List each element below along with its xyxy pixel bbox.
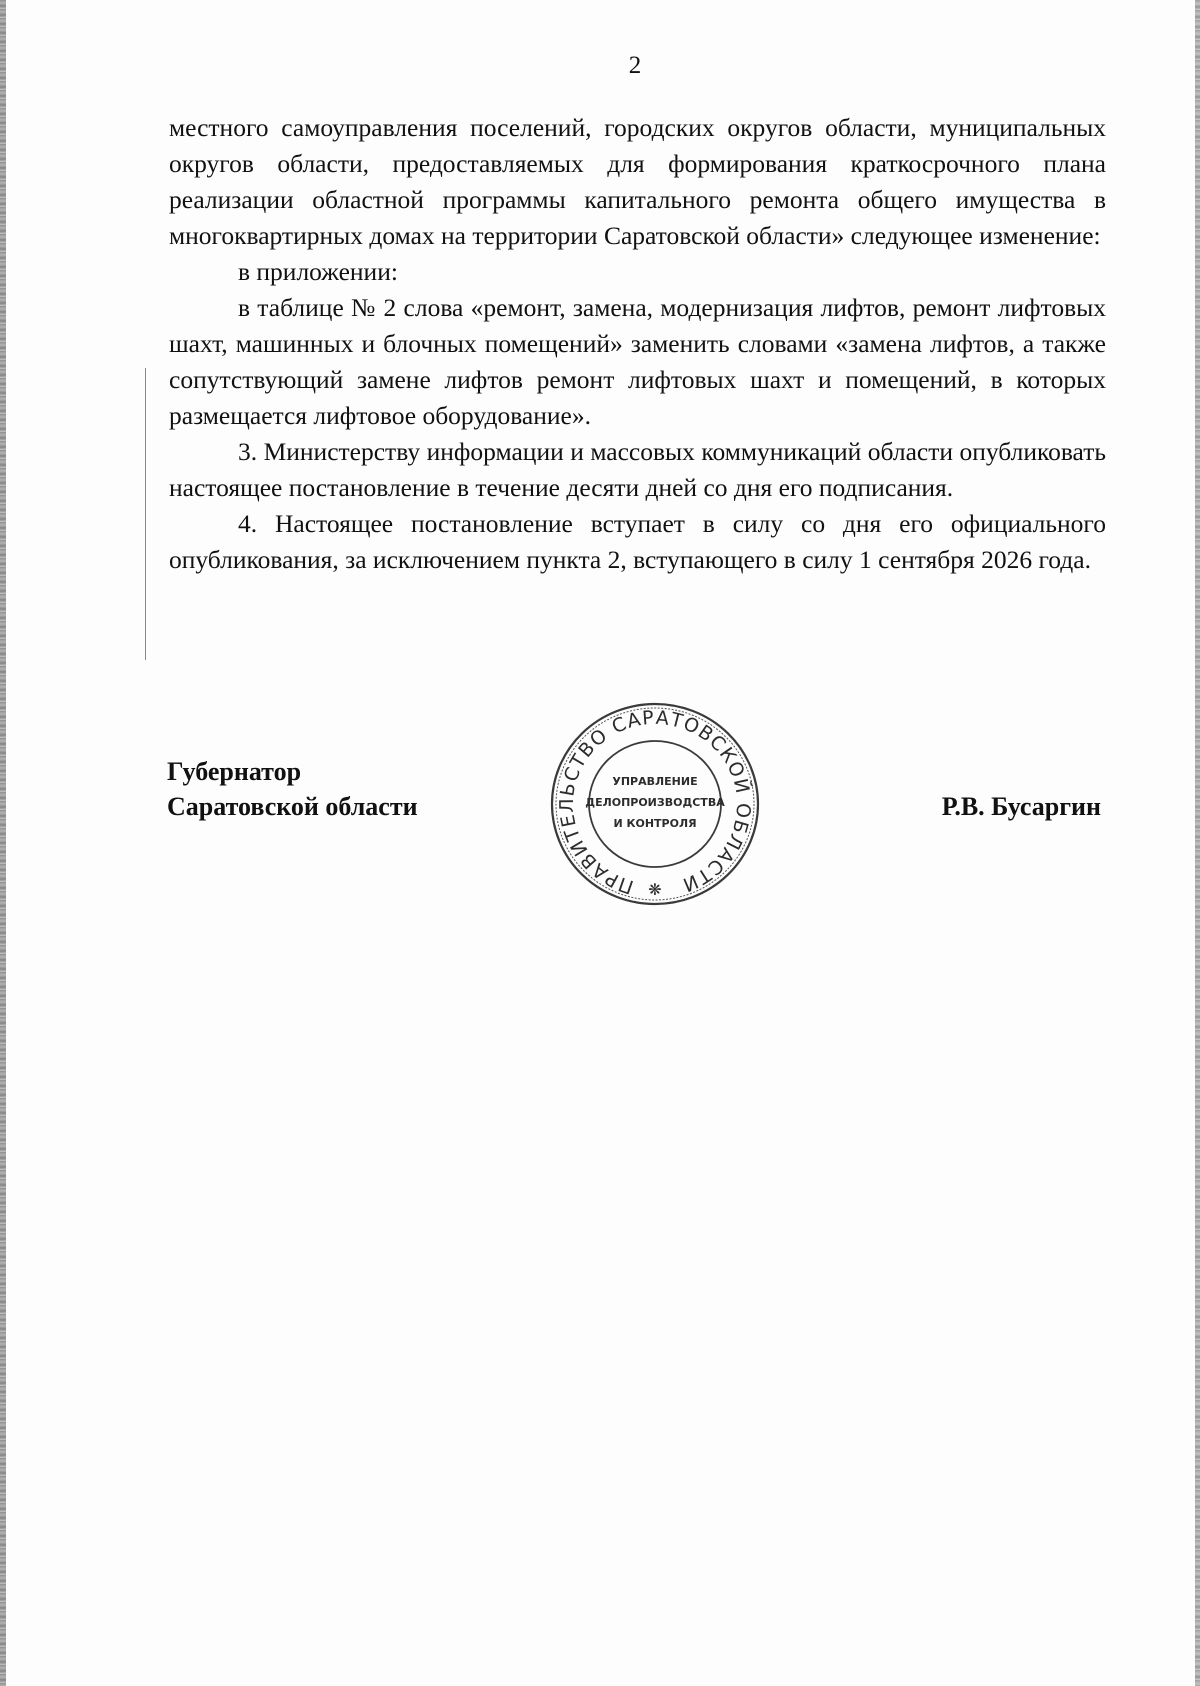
seal-center-line1: УПРАВЛЕНИЕ xyxy=(612,775,698,788)
page-number: 2 xyxy=(628,52,642,79)
paragraph-continuation: местного самоуправления поселений, городских округов области, муниципальных округов области, предоставляемых для формирования краткосрочного плана реализации областной программы капитального ремонта общего имущества в многоквартирных домах на территории Саратовской области» следующее изменение: xyxy=(169,113,1106,250)
seal-graphic xyxy=(548,700,762,908)
official-seal-stamp xyxy=(548,700,762,908)
seal-star-icon: ❋ xyxy=(648,880,662,899)
document-body xyxy=(169,110,1106,578)
scan-edge-right xyxy=(1195,0,1200,1686)
seal-center-line3: И КОНТРОЛЯ xyxy=(613,817,697,830)
signatory-title-line2: Саратовской области xyxy=(167,792,418,821)
paragraph-item-3: 3. Министерству информации и массовых коммуникаций области опубликовать настоящее постановление в течение десяти дней со дня его подписания. xyxy=(169,437,1106,502)
signatory-name: Р.В. Бусаргин xyxy=(941,792,1101,821)
margin-mark-line xyxy=(145,368,146,660)
seal-ring-textpath: ПРАВИТЕЛЬСТВО САРАТОВСКОЙ ОБЛАСТИ xyxy=(555,706,755,898)
signatory-title xyxy=(167,754,418,824)
paragraph-item-4: 4. Настоящее постановление вступает в силу со дня его официального опубликования, за исключением пункта 2, вступающего в силу 1 сентября 2026 года. xyxy=(169,509,1106,574)
seal-center-line2: ДЕЛОПРОИЗВОДСТВА xyxy=(585,796,725,809)
scan-edge-left xyxy=(0,0,6,1686)
paragraph-table-change: в таблице № 2 слова «ремонт, замена, модернизация лифтов, ремонт лифтовых шахт, машинных и блочных помещений» заменить словами «замена лифтов, а также сопутствующий замене лифтов ремонт лифтовых шахт и помещений, в которых размещается лифтовое оборудование». xyxy=(169,293,1106,430)
paragraph-appendix: в приложении: xyxy=(238,257,398,286)
signatory-title-line1: Губернатор xyxy=(167,757,302,786)
